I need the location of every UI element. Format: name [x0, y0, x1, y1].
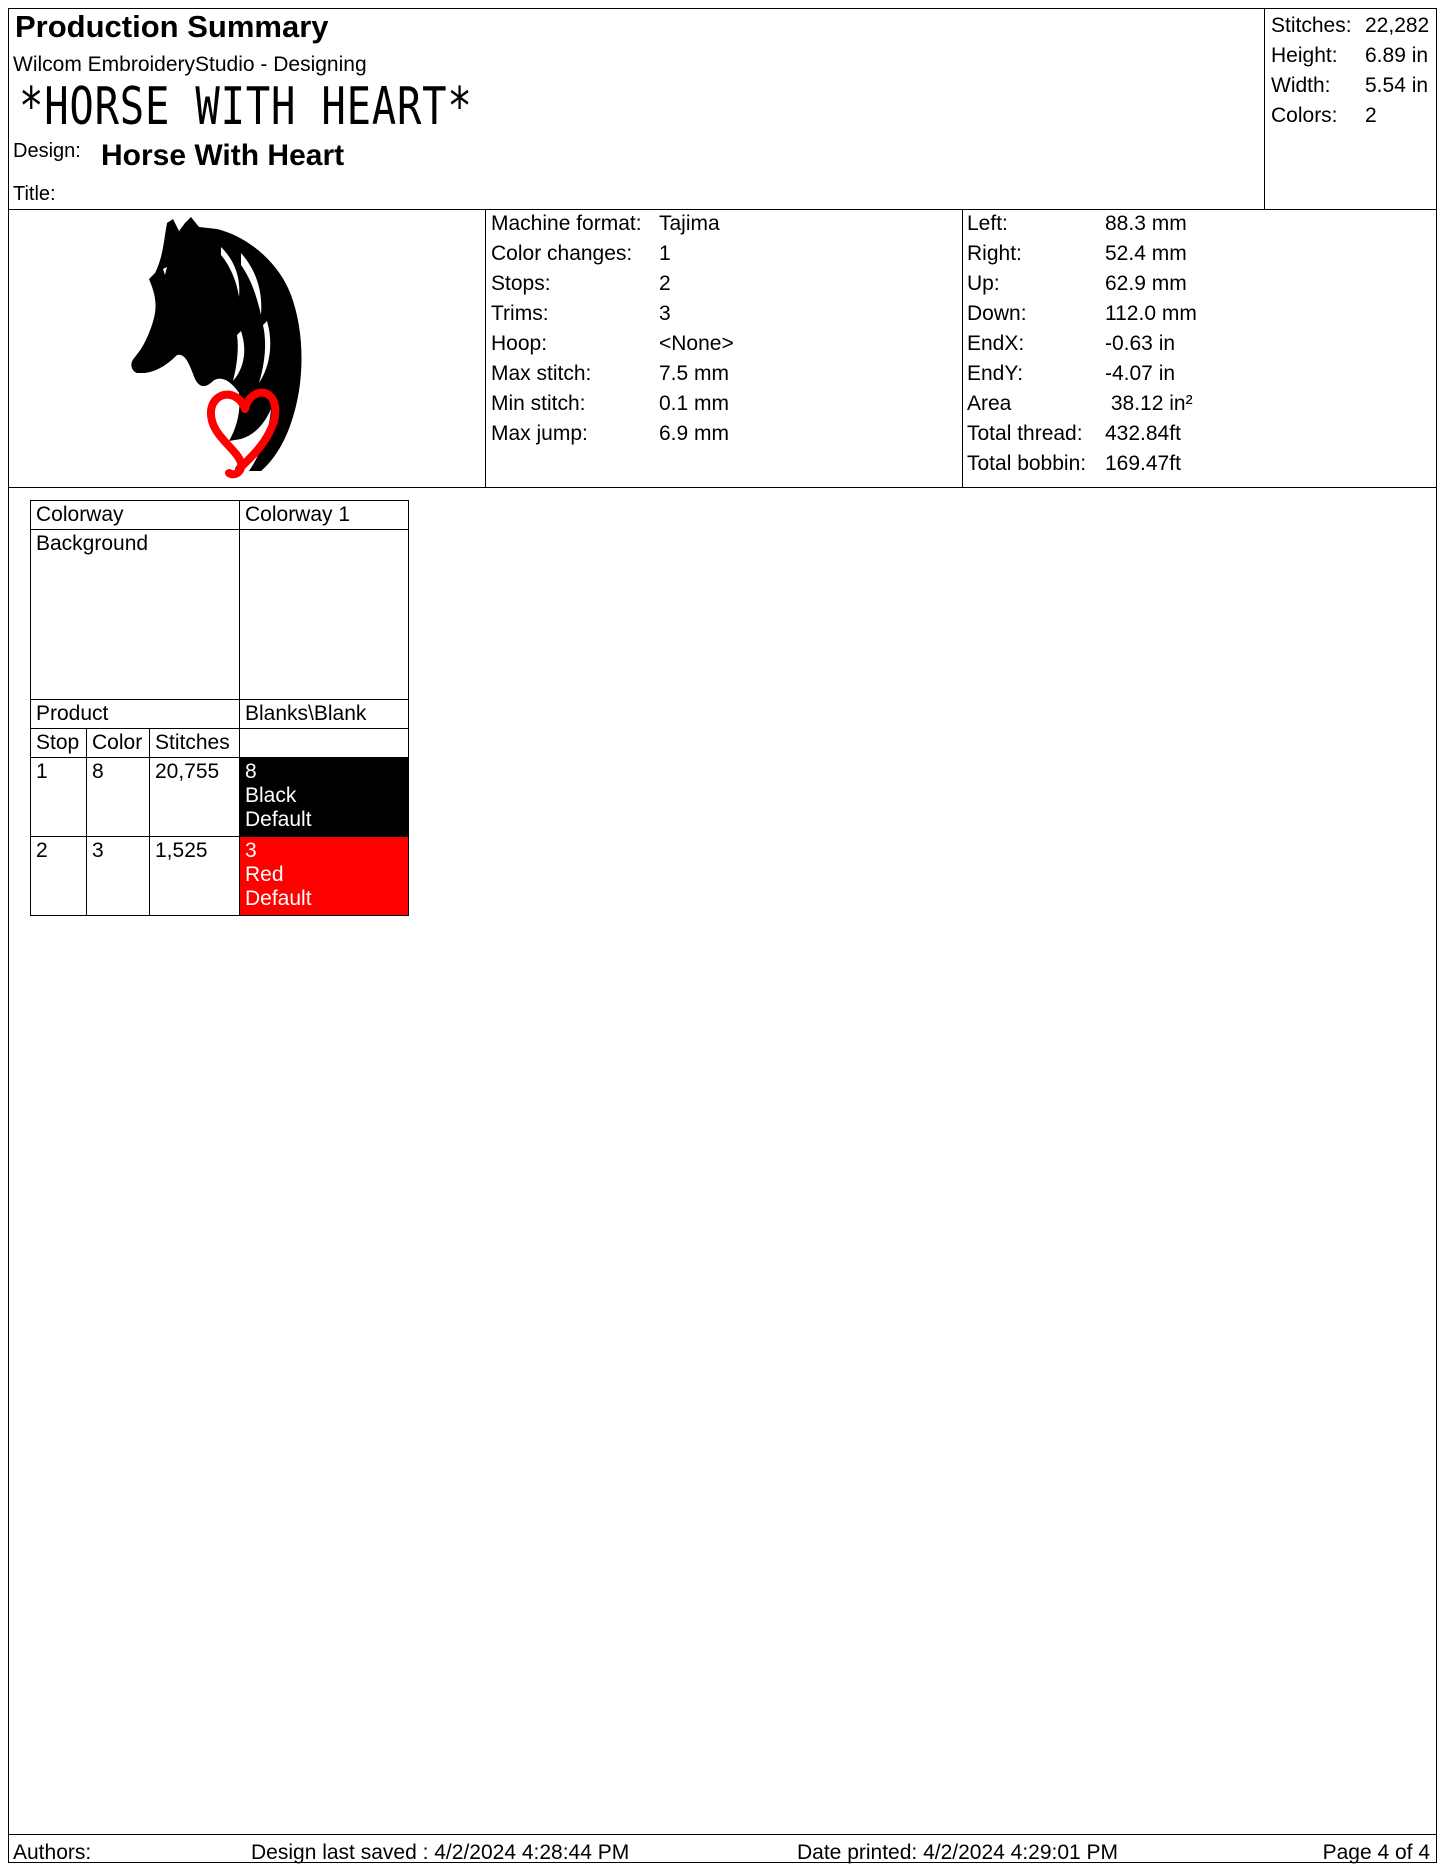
- dimension-value: 62.9 mm: [1105, 272, 1187, 295]
- machine-row: [491, 239, 961, 269]
- dimension-label: EndY:: [967, 362, 1024, 385]
- design-label: Design:: [13, 140, 81, 162]
- dimension-row: [967, 419, 1427, 449]
- columns-spacer: [240, 729, 409, 758]
- table-row: [31, 758, 409, 837]
- stop-column-header: Stop: [31, 729, 87, 758]
- machine-label: Max stitch:: [491, 362, 592, 385]
- dimension-label: Total thread:: [967, 422, 1083, 445]
- last-saved: Design last saved : 4/2/2024 4:28:44 PM: [251, 1841, 630, 1864]
- stop-cell: 2: [31, 837, 87, 916]
- dimension-label: Right:: [967, 242, 1022, 265]
- dimension-label: Up:: [967, 272, 1000, 295]
- colorway-header-row: [31, 501, 409, 530]
- machine-label: Max jump:: [491, 422, 588, 445]
- dimension-label: Area: [967, 392, 1012, 415]
- application-name: Wilcom EmbroideryStudio - Designing: [13, 53, 367, 76]
- summary-label: Width:: [1271, 74, 1331, 97]
- design-banner: *HORSE WITH HEART*: [19, 77, 473, 137]
- dimension-value: 112.0 mm: [1105, 302, 1197, 325]
- machine-row: [491, 329, 961, 359]
- dimension-row: [967, 299, 1427, 329]
- stop-cell: 1: [31, 758, 87, 837]
- dimension-label: EndX:: [967, 332, 1025, 355]
- machine-label: Hoop:: [491, 332, 548, 355]
- machine-row: [491, 299, 961, 329]
- dimension-row: [967, 239, 1427, 269]
- dimension-row: [967, 389, 1427, 419]
- machine-row: [491, 419, 961, 449]
- production-summary-sheet: [8, 8, 1437, 1863]
- summary-row: [1271, 11, 1431, 41]
- machine-value: 0.1 mm: [659, 392, 730, 415]
- color-cell: 8: [87, 758, 150, 837]
- dimension-value: 432.84ft: [1105, 422, 1181, 445]
- summary-divider: [1264, 9, 1265, 209]
- dimension-label: Down:: [967, 302, 1027, 325]
- machine-label: Trims:: [491, 302, 549, 325]
- machine-row: [491, 269, 961, 299]
- machine-label: Machine format:: [491, 212, 642, 235]
- design-preview: [129, 213, 379, 483]
- table-row: [31, 837, 409, 916]
- thread-name: Red: [245, 863, 284, 886]
- design-name: Horse With Heart: [101, 139, 345, 172]
- dimension-info: [967, 209, 1427, 479]
- summary-value: 2: [1365, 104, 1377, 127]
- dimensions-column-divider: [962, 209, 963, 487]
- dimension-row: [967, 449, 1427, 479]
- colorway-name: Colorway 1: [240, 501, 409, 530]
- summary-label: Height:: [1271, 44, 1338, 67]
- horse-head-with-heart-icon: [129, 213, 379, 483]
- machine-row: [491, 359, 961, 389]
- stitches-cell: 20,755: [150, 758, 240, 837]
- columns-row: [31, 729, 409, 758]
- product-value: Blanks\Blank: [240, 700, 409, 729]
- machine-value: 7.5 mm: [659, 362, 730, 385]
- summary-row: [1271, 41, 1431, 71]
- dimension-row: [967, 329, 1427, 359]
- page-number: Page 4 of 4: [1322, 1841, 1430, 1864]
- colorway-table: [30, 500, 409, 916]
- machine-label: Color changes:: [491, 242, 633, 265]
- thread-swatch-black: [240, 758, 409, 837]
- machine-column-divider: [485, 209, 486, 487]
- machine-row: [491, 389, 961, 419]
- thread-name: Black: [245, 784, 297, 807]
- dimension-row: [967, 359, 1427, 389]
- machine-value: 1: [659, 242, 671, 265]
- thread-chart: Default: [245, 887, 312, 910]
- thread-code: 8: [245, 760, 257, 783]
- footer-separator: [9, 1834, 1437, 1835]
- product-row: [31, 700, 409, 729]
- report-title: Production Summary: [15, 9, 329, 44]
- dimension-value: -0.63 in: [1105, 332, 1176, 355]
- machine-value: 3: [659, 302, 671, 325]
- thread-swatch-red: [240, 837, 409, 916]
- machine-info: [491, 209, 961, 449]
- dimension-value: 169.47ft: [1105, 452, 1181, 475]
- background-label: Background: [31, 530, 240, 700]
- machine-value: 6.9 mm: [659, 422, 730, 445]
- product-label: Product: [31, 700, 240, 729]
- machine-value: <None>: [659, 332, 734, 355]
- summary-label: Stitches:: [1271, 14, 1352, 37]
- dimension-value: -4.07 in: [1105, 362, 1176, 385]
- summary-box: [1271, 11, 1431, 131]
- color-column-header: Color: [87, 729, 150, 758]
- dimension-value: 38.12 in²: [1105, 392, 1193, 415]
- summary-row: [1271, 101, 1431, 131]
- machine-value: Tajima: [659, 212, 720, 235]
- background-swatch: [240, 530, 409, 700]
- summary-row: [1271, 71, 1431, 101]
- machine-value: 2: [659, 272, 671, 295]
- dimension-label: Total bobbin:: [967, 452, 1087, 475]
- authors-label: Authors:: [13, 1841, 92, 1864]
- stitches-column-header: Stitches: [150, 729, 240, 758]
- dimension-row: [967, 269, 1427, 299]
- background-row: [31, 530, 409, 700]
- machine-row: [491, 209, 961, 239]
- dimension-value: 52.4 mm: [1105, 242, 1187, 265]
- machine-label: Min stitch:: [491, 392, 586, 415]
- title-label: Title:: [13, 183, 56, 205]
- info-separator: [9, 487, 1437, 488]
- summary-value: 5.54 in: [1365, 74, 1429, 97]
- machine-label: Stops:: [491, 272, 551, 295]
- date-printed: Date printed: 4/2/2024 4:29:01 PM: [797, 1841, 1119, 1864]
- dimension-value: 88.3 mm: [1105, 212, 1187, 235]
- thread-code: 3: [245, 839, 257, 862]
- thread-chart: Default: [245, 808, 312, 831]
- stitches-cell: 1,525: [150, 837, 240, 916]
- colorway-label: Colorway: [31, 501, 240, 530]
- summary-value: 6.89 in: [1365, 44, 1429, 67]
- color-cell: 3: [87, 837, 150, 916]
- dimension-row: [967, 209, 1427, 239]
- summary-label: Colors:: [1271, 104, 1338, 127]
- summary-value: 22,282: [1365, 14, 1430, 37]
- dimension-label: Left:: [967, 212, 1008, 235]
